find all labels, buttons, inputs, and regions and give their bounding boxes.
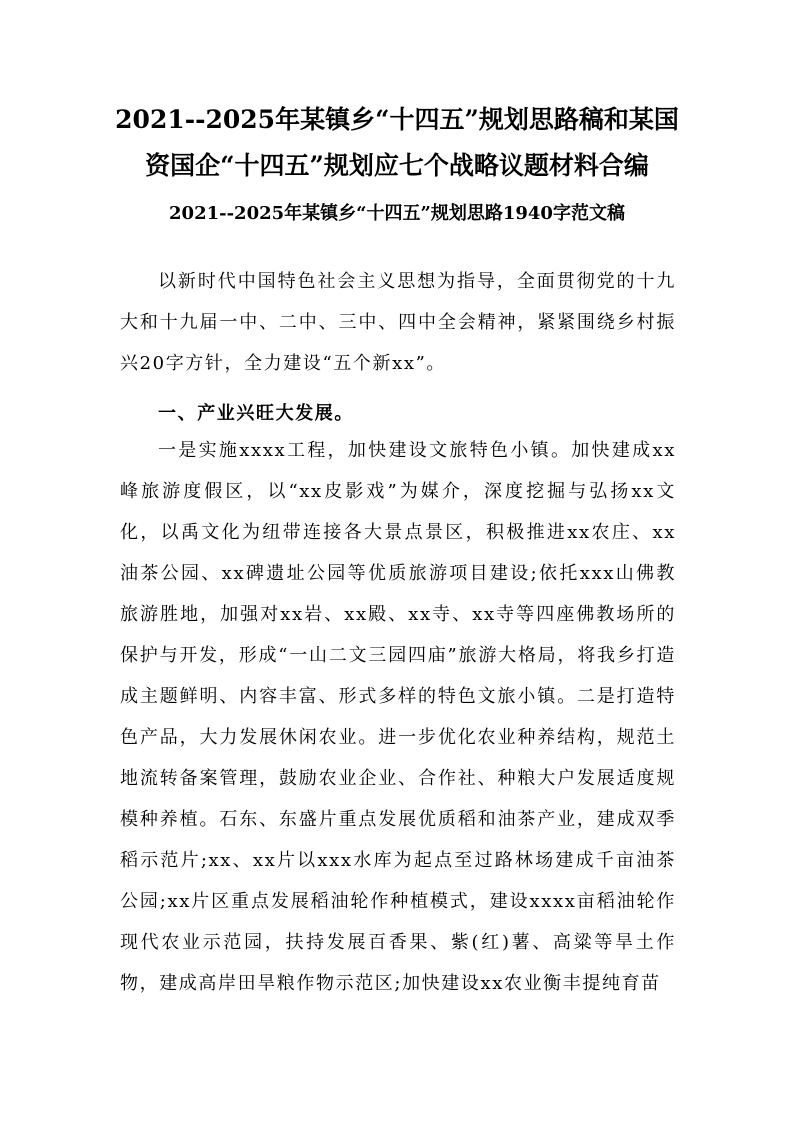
document-title-line-2: 资国企“十四五”规划应七个战略议题材料合编 — [145, 151, 649, 180]
document-title — [110, 97, 684, 189]
body-paragraph: 一是实施xxxx工程，加快建设文旅特色小镇。加快建成xx峰旅游度假区，以“xx皮影戏”为媒介，深度挖掘与弘扬xx文化，以禹文化为纽带连接各大景点景区，积极推进xx农庄、xx油茶公园、xx碑遗址公园等优质旅游项目建设;依托xxx山佛教旅游胜地，加强对xx岩、xx殿、xx寺、xx寺等四座佛教场所的保护与开发，形成“一山二文三园四庙”旅游大格局，将我乡打造成主题鲜明、内容丰富、形式多样的特色文旅小镇。二是打造特色产品，大力发展休闲农业。进一步优化农业种养结构，规范土地流转备案管理，鼓励农业企业、合作社、种粮大户发展适度规模种养植。石东、东盛片重点发展优质稻和油茶产业，建成双季稻示范片;xx、xx片以xxx水库为起点至过路林场建成千亩油茶公园;xx片区重点发展稻油轮作种植模式，建设xxxx亩稻油轮作现代农业示范园，扶持发展百香果、紫(红)薯、高粱等旱土作物，建成高岸田旱粮作物示范区;加快建设xx农业衡丰提纯育苗 — [120, 440, 676, 994]
intro-paragraph: 以新时代中国特色社会主义思想为指导，全面贯彻党的十九大和十九届一中、二中、三中、四中全会精神，紧紧围绕乡村振兴20字方针，全力建设“五个新xx”。 — [120, 271, 676, 374]
section-title: 2021--2025年某镇乡“十四五”规划思路1940字范文稿 — [169, 203, 625, 224]
heading-industry: 一、产业兴旺大发展。 — [158, 403, 354, 424]
document-title-line-1: 2021--2025年某镇乡“十四五”规划思路稿和某国 — [115, 105, 679, 134]
